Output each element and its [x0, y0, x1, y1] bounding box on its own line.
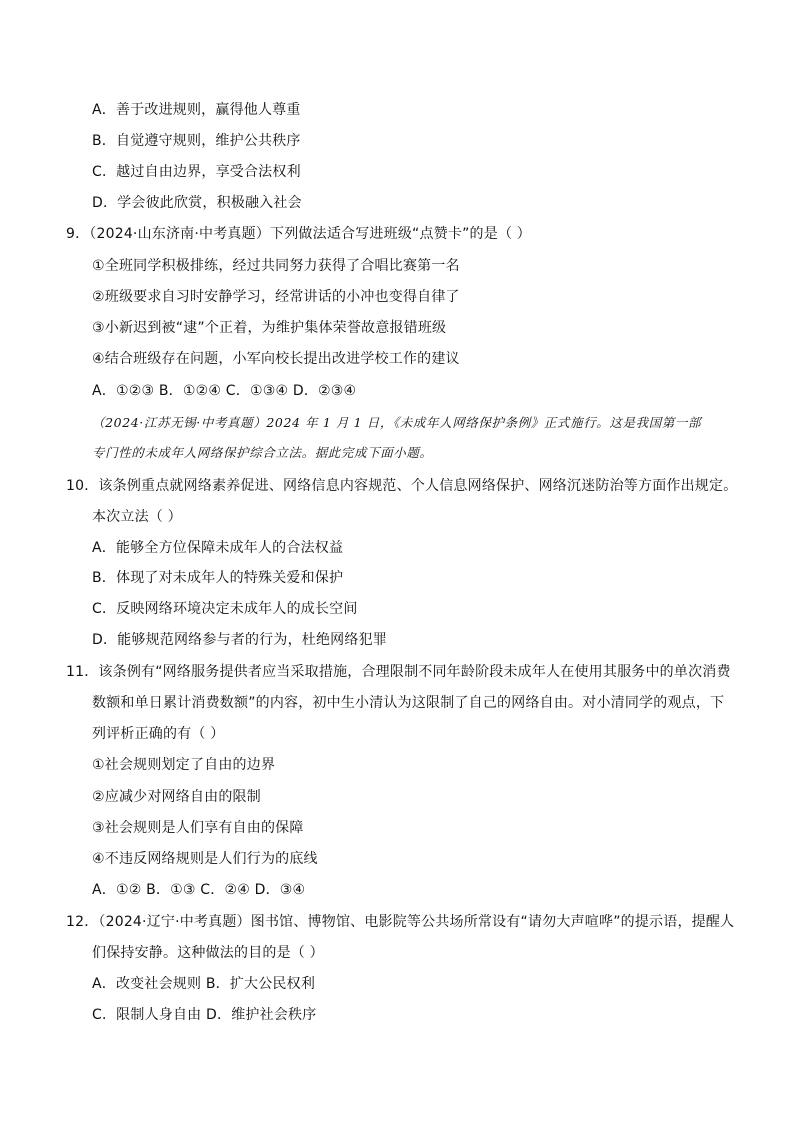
- q9-item-2: ②班级要求自习时安静学习，经常讲话的小冲也变得自律了: [92, 289, 460, 305]
- q9-stem: 9．（2024·山东济南·中考真题）下列做法适合写进班级“点赞卡”的是（ ）: [66, 226, 531, 242]
- q11-item-2: ②应减少对网络自由的限制: [92, 789, 261, 805]
- intro-line-2: 专门性的未成年人网络保护综合立法。据此完成下面小题。: [92, 445, 433, 460]
- q10-option-a: A．能够全方位保障未成年人的合法权益: [92, 540, 344, 556]
- q9-item-4: ④结合班级存在问题，小军向校长提出改进学校工作的建议: [92, 351, 460, 367]
- q12-stem-line-1: 12．（2024·辽宁·中考真题）图书馆、博物馆、电影院等公共场所常设有“请勿大声喧哗”的提示语，提醒人: [66, 914, 735, 930]
- q11-item-1: ①社会规则划定了自由的边界: [92, 757, 276, 773]
- q11-stem-line-1: 11．该条例有“网络服务提供者应当采取措施，合理限制不同年龄阶段未成年人在使用其服务中的单次消费: [66, 664, 731, 680]
- q11-item-4: ④不违反网络规则是人们行为的底线: [92, 851, 318, 867]
- q10-option-b: B．体现了对未成年人的特殊关爱和保护: [92, 570, 344, 586]
- q12-options-row-1: A．改变社会规则 B．扩大公民权利: [92, 976, 316, 992]
- intro-line-1: （2024·江苏无锡·中考真题）2024 年 1 月 1 日，《未成年人网络保护条例》正式施行。这是我国第一部: [92, 415, 702, 430]
- q10-option-d: D．能够规范网络参与者的行为，杜绝网络犯罪: [92, 632, 387, 648]
- q11-item-3: ③社会规则是人们享有自由的保障: [92, 820, 304, 836]
- q11-stem-line-3: 列评析正确的有（ ）: [92, 726, 225, 742]
- q10-stem-line-2: 本次立法（ ）: [92, 509, 182, 525]
- q9-item-1: ①全班同学积极排练，经过共同努力获得了合唱比赛第一名: [92, 258, 460, 274]
- q12-options-row-2: C．限制人身自由 D．维护社会秩序: [92, 1007, 317, 1023]
- q9-options: A．①②③ B．①②④ C．①③④ D．②③④: [92, 383, 357, 399]
- q12-stem-line-2: 们保持安静。这种做法的目的是（ ）: [92, 945, 324, 961]
- q10-option-c: C．反映网络环境决定未成年人的成长空间: [92, 601, 358, 617]
- q11-stem-line-2: 数额和单日累计消费数额”的内容，初中生小清认为这限制了自己的网络自由。对小清同学的观点，下: [92, 695, 725, 711]
- q9-item-3: ③小新迟到被“逮”个正着，为维护集体荣誉故意报错班级: [92, 320, 447, 336]
- q8-option-a: A．善于改进规则，赢得他人尊重: [92, 102, 301, 118]
- q8-option-d: D．学会彼此欣赏，积极融入社会: [92, 195, 302, 211]
- q11-options: A．①② B．①③ C．②④ D．③④: [92, 882, 306, 898]
- q8-option-c: C．越过自由边界，享受合法权利: [92, 164, 301, 180]
- q10-stem-line-1: 10．该条例重点就网络素养促进、网络信息内容规范、个人信息网络保护、网络沉迷防治等方面作出规定。: [66, 478, 738, 494]
- q8-option-b: B．自觉遵守规则，维护公共秩序: [92, 133, 301, 149]
